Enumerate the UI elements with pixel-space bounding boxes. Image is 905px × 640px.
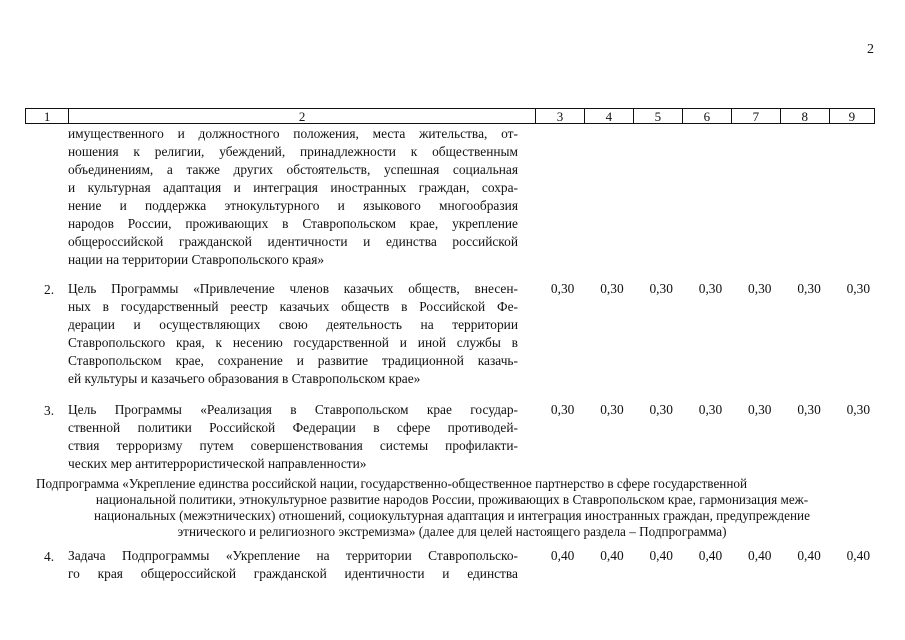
row-values	[538, 402, 883, 418]
text-line: Задача Подпрограммы «Укрепление на территории Ставропольско-	[68, 548, 518, 563]
value-cell: 0,40	[797, 548, 821, 563]
header-col-9: 9	[848, 109, 856, 124]
text-line: национальной политики, этнокультурное развитие народов России, проживающих в Ставропольском крае, гармонизация меж-	[95, 492, 809, 507]
text-line: и культурная адаптация и интеграция иностранных граждан, сохра-	[68, 180, 518, 195]
value-cell: 0,40	[649, 548, 673, 563]
value-cell: 0,30	[600, 402, 624, 417]
text-line: ей культуры и казачьего образования в Ставропольском крае»	[68, 371, 421, 386]
text-line: нации на территории Ставропольского края»	[68, 252, 325, 267]
value-cell: 0,40	[748, 548, 772, 563]
value-cell: 0,30	[550, 281, 575, 296]
text-line: Ставропольского края, к несению государственной и иной службы в	[68, 335, 518, 350]
row-values	[538, 548, 883, 564]
text-line: национальных (межэтнических) отношений, социокультурная адаптация и интеграция иностранных граждан, предупреждение	[94, 508, 810, 523]
row-text	[68, 280, 518, 388]
text-line: народов России, проживающих в Ставропольском крае, укрепление	[68, 216, 518, 231]
text-line: ношения к религии, убеждений, принадлежности к общественным	[68, 144, 518, 159]
value-cell: 0,30	[698, 281, 723, 296]
value-cell: 0,30	[748, 402, 772, 417]
value-cell: 0,30	[846, 281, 871, 296]
row-number: 2.	[44, 282, 55, 297]
row-text	[68, 547, 518, 583]
header-col-3: 3	[536, 109, 585, 123]
text-line: объединениям, а также других обстоятельств, успешная социальная	[68, 162, 518, 177]
header-col-1: 1	[26, 109, 69, 123]
subprogram-heading	[36, 476, 868, 540]
row-number: 3.	[44, 403, 55, 418]
header-col-8: 8	[781, 109, 830, 123]
text-line: ных в государственный реестр казачьих обществ в Российской Фе-	[68, 299, 518, 314]
value-cell: 0,30	[748, 281, 772, 296]
value-cell: 0,30	[797, 281, 821, 296]
page-number: 2	[867, 42, 874, 57]
text-line: дерации и осуществляющих свою деятельность на территории	[68, 317, 518, 332]
text-line: ствия терроризму путем совершенствования системы профилакти-	[68, 438, 518, 453]
value-cell: 0,30	[649, 281, 673, 296]
text-line: этнического и религиозного экстремизма» (далее для целей настоящего раздела – Подпрограмма)	[177, 524, 727, 539]
text-line: имущественного и должностного положения, места жительства, от-	[68, 126, 518, 141]
value-cell: 0,30	[649, 402, 673, 417]
text-line: ственной политики Российской Федерации в сфере противодей-	[68, 420, 518, 435]
header-col-2: 2	[69, 109, 536, 123]
header-col-5: 5	[634, 109, 683, 123]
header-col-4: 4	[585, 109, 634, 123]
value-cell: 0,30	[550, 402, 575, 417]
table-header-row	[25, 108, 875, 124]
text-line: го края общероссийской гражданской идентичности и единства	[68, 566, 518, 581]
header-col-6: 6	[683, 109, 732, 123]
text-line: ческих мер антитеррористической направленности»	[68, 456, 367, 471]
value-cell: 0,30	[846, 402, 871, 417]
text-line: Ставропольском крае, сохранение и развитие традиционной казачь-	[68, 353, 518, 368]
value-cell: 0,40	[550, 548, 575, 563]
text-line: Цель Программы «Привлечение членов казачьих обществ, внесен-	[68, 281, 518, 296]
text-line: общероссийской гражданской идентичности и единства российской	[68, 234, 518, 249]
text-line: Цель Программы «Реализация в Ставропольском крае государ-	[68, 402, 518, 417]
row-values	[538, 281, 883, 297]
row-number: 4.	[44, 549, 55, 564]
value-cell: 0,30	[698, 402, 723, 417]
value-cell: 0,40	[600, 548, 624, 563]
text-line: нение и поддержка этнокультурного и языкового многообразия	[68, 198, 518, 213]
text-line: Подпрограмма «Укрепление единства российской нации, государственно-общественное партнерство в сфере государственной	[36, 476, 748, 491]
value-cell: 0,30	[600, 281, 624, 296]
value-cell: 0,40	[846, 548, 871, 563]
value-cell: 0,40	[698, 548, 723, 563]
value-cell: 0,30	[797, 402, 821, 417]
row-text	[68, 401, 518, 473]
continuation-text	[68, 125, 518, 269]
header-col-7: 7	[732, 109, 781, 123]
